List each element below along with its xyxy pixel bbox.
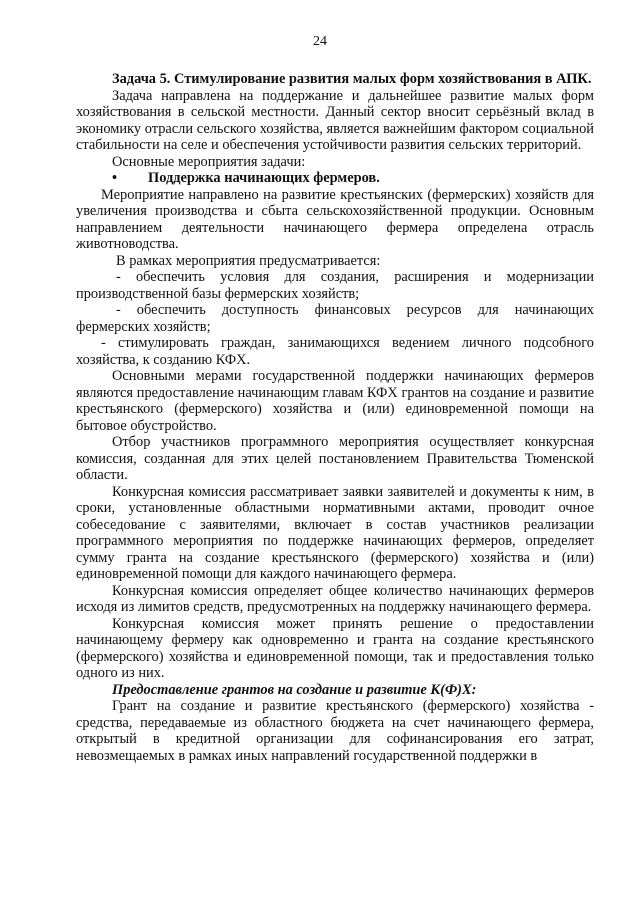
paragraph-selection: Отбор участников программного мероприятия осуществляет конкурсная комиссия, созданная для этих целей постановлением Правительства Тюменской области. [76,434,594,483]
bullet-icon: • [112,170,118,186]
document-body [76,71,594,764]
paragraph-commission-count: Конкурсная комиссия определяет общее количество начинающих фермеров исходя из лимитов средств, предусмотренных на поддержку начинающего фермера. [76,582,594,615]
paragraph-state-support: Основными мерами государственной поддержки начинающих фермеров являются предоставление начинающим главам КФХ грантов на создание и развитие крестьянского (фермерского) хозяйства и (или) единовременной помощи на бытовое обустройство. [76,368,594,434]
paragraph-commission-review: Конкурсная комиссия рассматривает заявки заявителей и документы к ним, в сроки, установленные областными нормативными актами, проводит очное собеседование с заявителями, включает в состав участников реализации программного мероприятия по поддержке начинающих фермеров, определяет сумму гранта на создание крестьянского (фермерского) хозяйства и (или) единовременной помощи для каждого начинающего фермера. [76,483,594,582]
paragraph-commission-decision: Конкурсная комиссия может принять решение о предоставлении начинающему фермеру как одновременно и гранта на создание крестьянского (фермерского) хозяйства и единовременной помощи, так и предоставления только одного из них. [76,615,594,681]
task-heading: Задача 5. Стимулирование развития малых форм хозяйствования в АПК. [112,71,592,87]
bullet-item-farmer-support [76,170,594,187]
list-item-finance-access: - обеспечить доступность финансовых ресурсов для начинающих фермерских хозяйств; [76,302,594,335]
paragraph-measure-direction: Мероприятие направлено на развитие крестьянских (фермерских) хозяйств для увеличения производства и сбыта сельскохозяйственной продукции. Основным направлением деятельности начинающего фермера определена отрасль животноводства. [76,186,594,252]
bullet-item-label: Поддержка начинающих фермеров. [148,170,380,186]
list-item-stimulate-citizens: - стимулировать граждан, занимающихся ведением личного подсобного хозяйства, к созданию КФХ. [76,335,594,368]
paragraph-grant-definition: Грант на создание и развитие крестьянского (фермерского) хозяйства - средства, передаваемые из областного бюджета на счет начинающего фермера, открытый в кредитной организации для софинансирования его затрат, невозмещаемых в рамках иных направлений государственной поддержки в [76,698,594,764]
page-number: 24 [313,34,327,49]
paragraph-measure-provides: В рамках мероприятия предусматривается: [116,252,381,269]
list-item-conditions: - обеспечить условия для создания, расширения и модернизации производственной базы фермерских хозяйств; [76,269,594,302]
paragraph-main-measures: Основные мероприятия задачи: [112,153,306,170]
paragraph-task-description: Задача направлена на поддержание и дальнейшее развитие малых форм хозяйствования в сельской местности. Данный сектор вносит серьёзный вклад в экономику отрасли сельского хозяйства, является важнейшим фактором социальной стабильности на селе и обеспечения устойчивости развития сельских территорий. [76,87,594,153]
grants-subheading: Предоставление грантов на создание и развитие К(Ф)Х: [112,681,477,698]
